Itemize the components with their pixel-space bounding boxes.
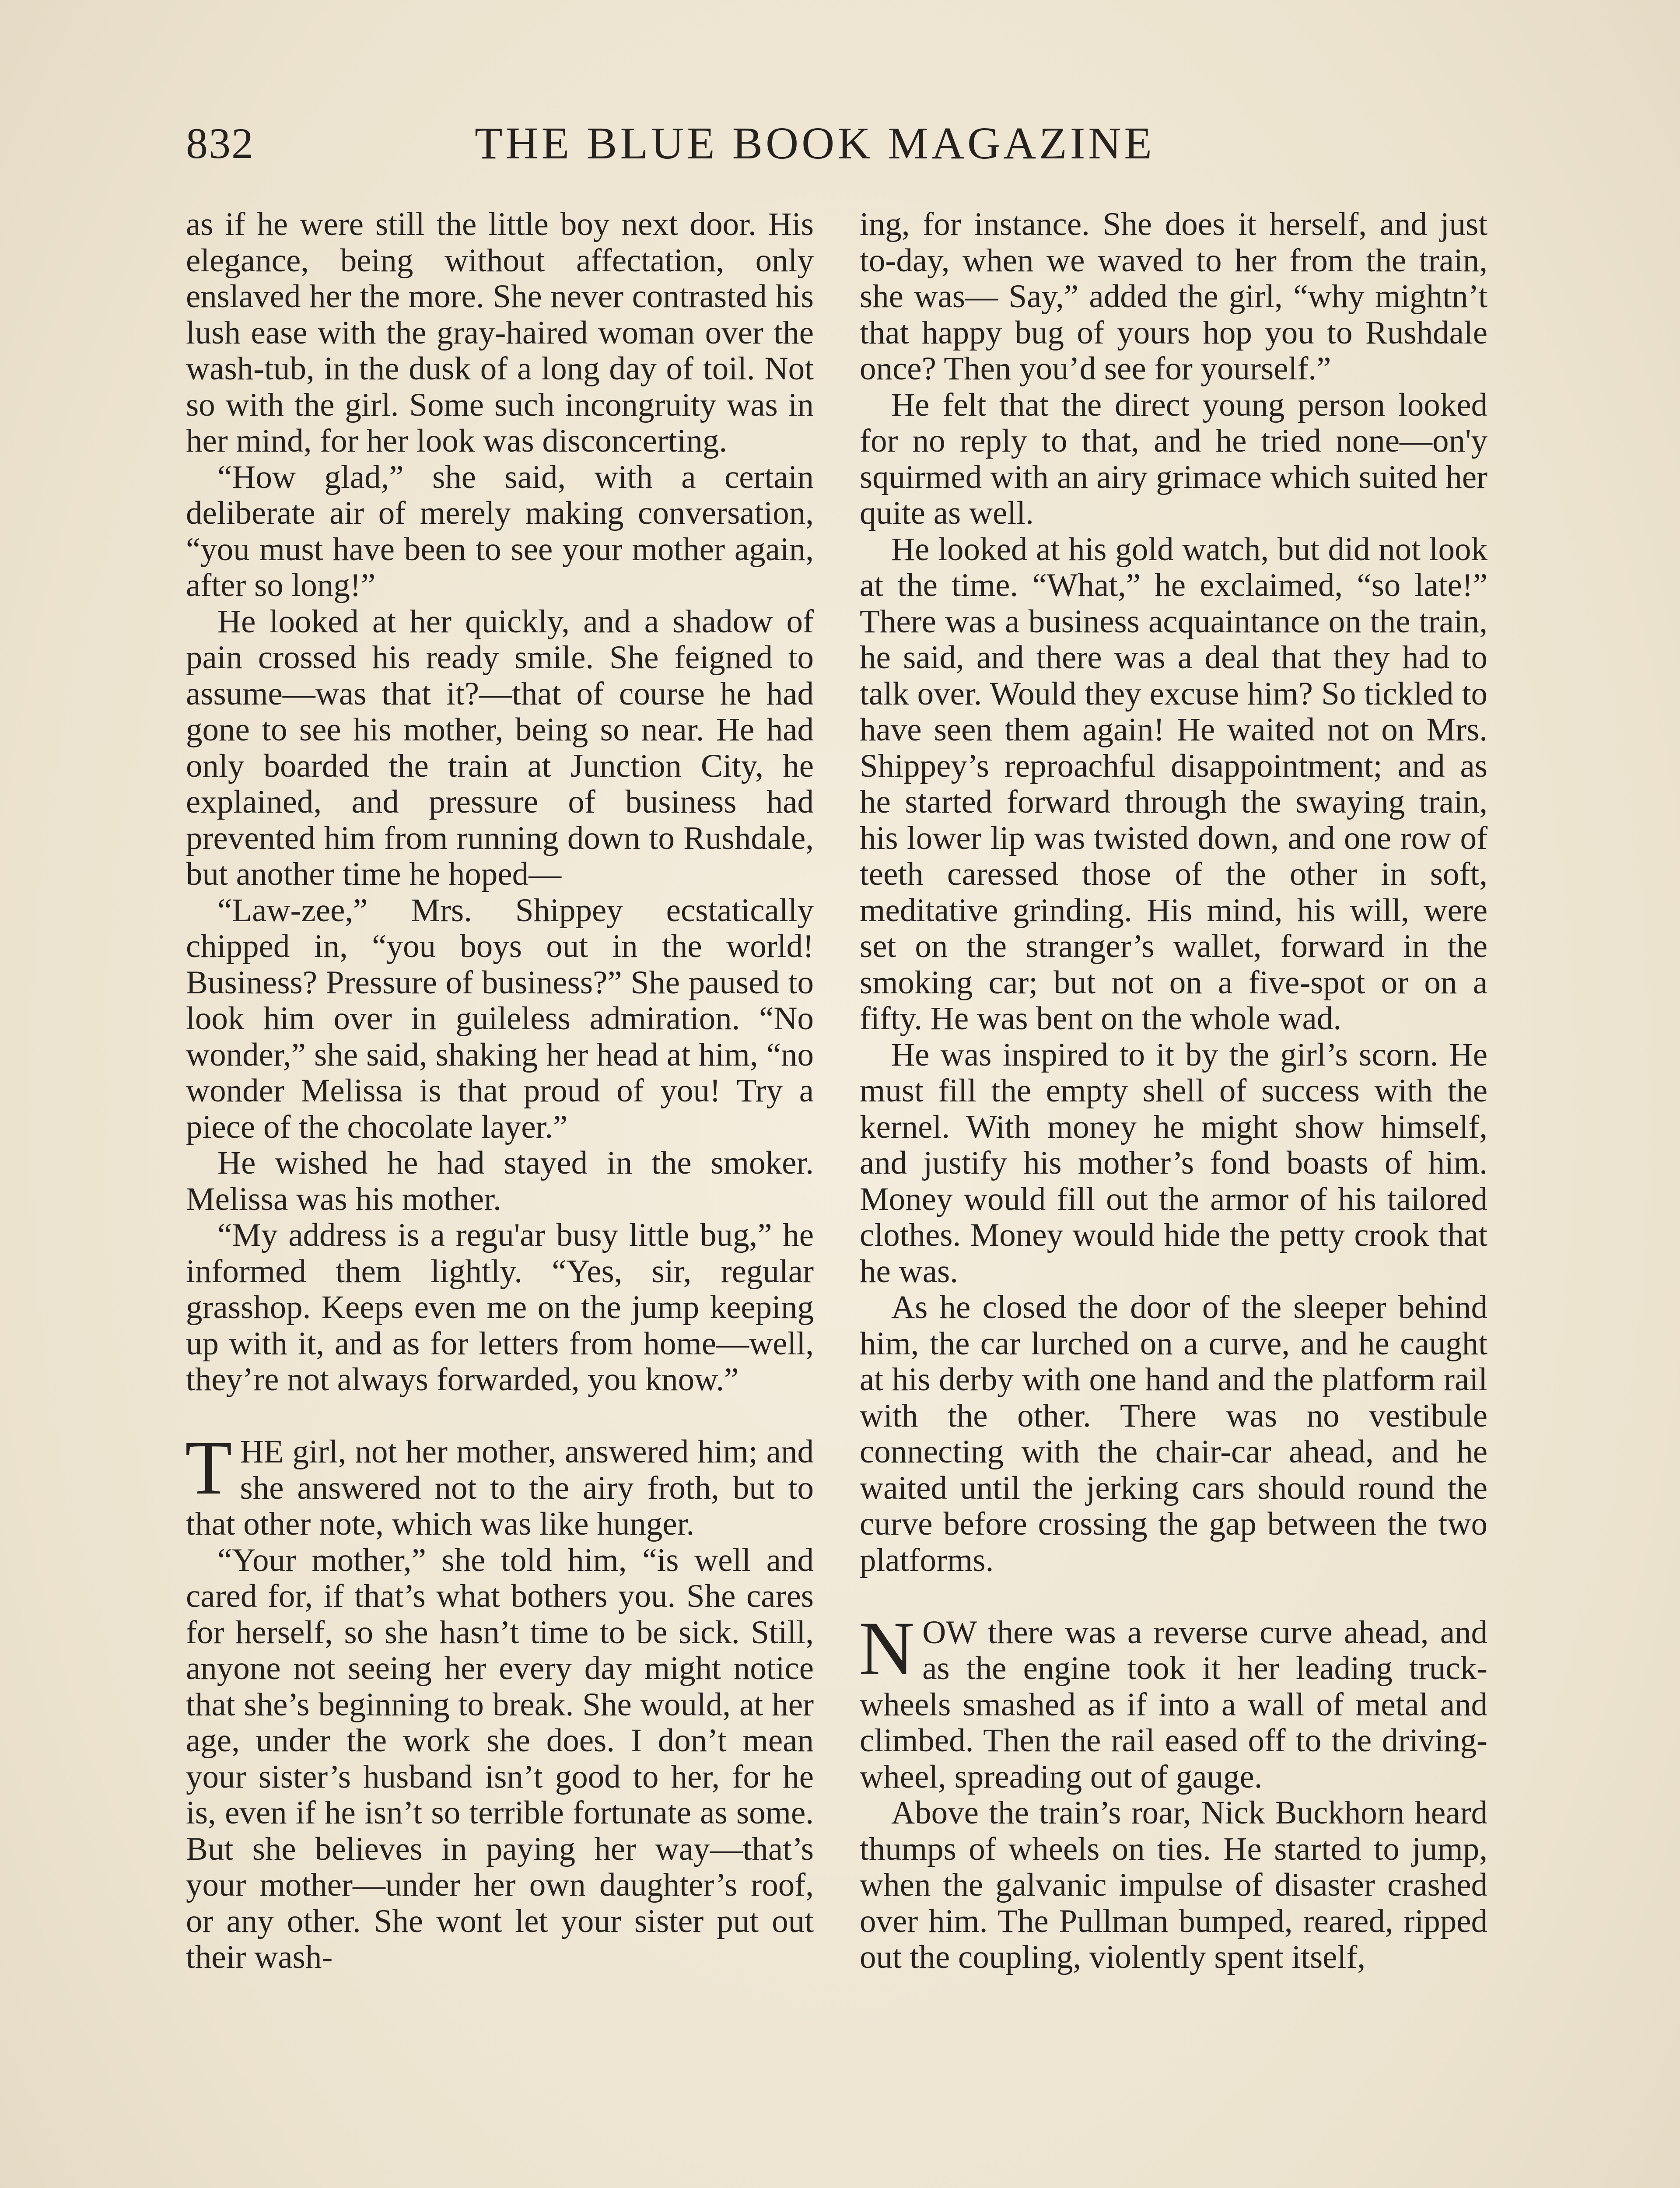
drop-cap: N [859, 1606, 915, 1691]
paragraph: as if he were still the little boy next door. His elegance, being without affectation, only enslaved her the more. She never contrasted his lush ease with the gray-haired woman over the wash-tub, in the dusk of a long day of toil. Not so with the girl. Some such incongruity was in her mind, for her look was disconcerting. [186, 206, 814, 459]
paragraph: “Your mother,” she told him, “is well and cared for, if that’s what bothers you. She cares for herself, so she hasn’t time to be sick. Still, anyone not seeing her every day might notice that she’s beginning to break. She would, at her age, under the work she does. I don’t mean your sister’s husband isn’t good to her, for he is, even if he isn’t so terrible fortunate as some. But she believes in paying her way—that’s your mother—under her own daughter’s roof, or any other. She wont let your sister put out their wash- [186, 1542, 814, 1975]
paragraph-text: OW there was a reverse curve ahead, and as the engine took it her leading truck-wheels smashed as if into a wall of metal and climbed. Then the rail eased off to the driving-wheel, spreading out of gauge. [860, 1614, 1488, 1795]
paragraph: As he closed the door of the sleeper behind him, the car lurched on a curve, and he caught at his derby with one hand and the platform rail with the other. There was no vestibule connecting with the chair-car ahead, and he waited until the jerking cars should round the curve before crossing the gap between the two platforms. [860, 1289, 1488, 1578]
right-column [860, 207, 1488, 1976]
paragraph: Above the train’s roar, Nick Buckhorn heard thumps of wheels on ties. He started to jump, when the galvanic impulse of disaster crashed over him. The Pullman bumped, reared, ripped out the coupling, violently spent itself, [860, 1795, 1488, 1975]
paragraph: He wished he had stayed in the smoker. Melissa was his mother. [186, 1145, 814, 1217]
left-column [186, 207, 814, 1976]
paragraph: “Law-zee,” Mrs. Shippey ecstatically chipped in, “you boys out in the world! Business? Pressure of business?” She paused to look him over in guileless admiration. “No wonder,” she said, shaking her head at him, “no wonder Melissa is that proud of you! Try a piece of the chocolate layer.” [186, 892, 814, 1145]
paragraph: He looked at his gold watch, but did not look at the time. “What,” he exclaimed, “so late!” There was a business acquaintance on the train, he said, and there was a deal that they had to talk over. Would they excuse him? So tickled to have seen them again! He waited not on Mrs. Shippey’s reproachful disappointment; and as he started forward through the swaying train, his lower lip was twisted down, and one row of teeth caressed those of the other in soft, meditative grinding. His mind, his will, were set on the stranger’s wallet, forward in the smoking car; but not on a five-spot or on a fifty. He was bent on the whole wad. [860, 531, 1488, 1037]
page-header [186, 113, 1498, 174]
paragraph: ing, for instance. She does it herself, and just to-day, when we waved to her from the train, she was— Say,” added the girl, “why mightn’t that happy bug of yours hop you to Rushdale once? Then you’d see for yourself.” [860, 206, 1488, 387]
paragraph: He looked at her quickly, and a shadow of pain crossed his ready smile. She feigned to assume—was that it?—that of course he had gone to see his mother, being so near. He had only boarded the train at Junction City, he explained, and pressure of business had prevented him from running down to Rushdale, but another time he hoped— [186, 603, 814, 892]
paragraph: He was inspired to it by the girl’s scorn. He must fill the empty shell of success with the kernel. With money he might show himself, and justify his mother’s fond boasts of him. Money would fill out the armor of his tailored clothes. Money would hide the petty crook that he was. [860, 1036, 1488, 1290]
paragraph-text: HE girl, not her mother, answered him; and she answered not to the airy froth, but to that other note, which was like hunger. [186, 1434, 814, 1542]
section-break [186, 1398, 814, 1434]
paragraph: “My address is a regu'ar busy little bug,” he informed them lightly. “Yes, sir, regular grasshop. Keeps even me on the jump keeping up with it, and as for letters from home—well, they’re not always forwarded, you know.” [186, 1217, 814, 1398]
section-break [860, 1578, 1488, 1615]
drop-cap-paragraph [185, 1425, 814, 1543]
paragraph: “How glad,” she said, with a certain deliberate air of merely making conversation, “you must have been to see your mother again, after so long!” [186, 459, 814, 603]
drop-cap: T [185, 1425, 232, 1511]
magazine-title: THE BLUE BOOK MAGAZINE [475, 118, 1155, 168]
drop-cap-paragraph [859, 1606, 1488, 1795]
paragraph: He felt that the direct young person looked for no reply to that, and he tried none—on'y squirmed with an airy grimace which suited her quite as well. [860, 386, 1488, 531]
page-number: 832 [186, 119, 254, 168]
